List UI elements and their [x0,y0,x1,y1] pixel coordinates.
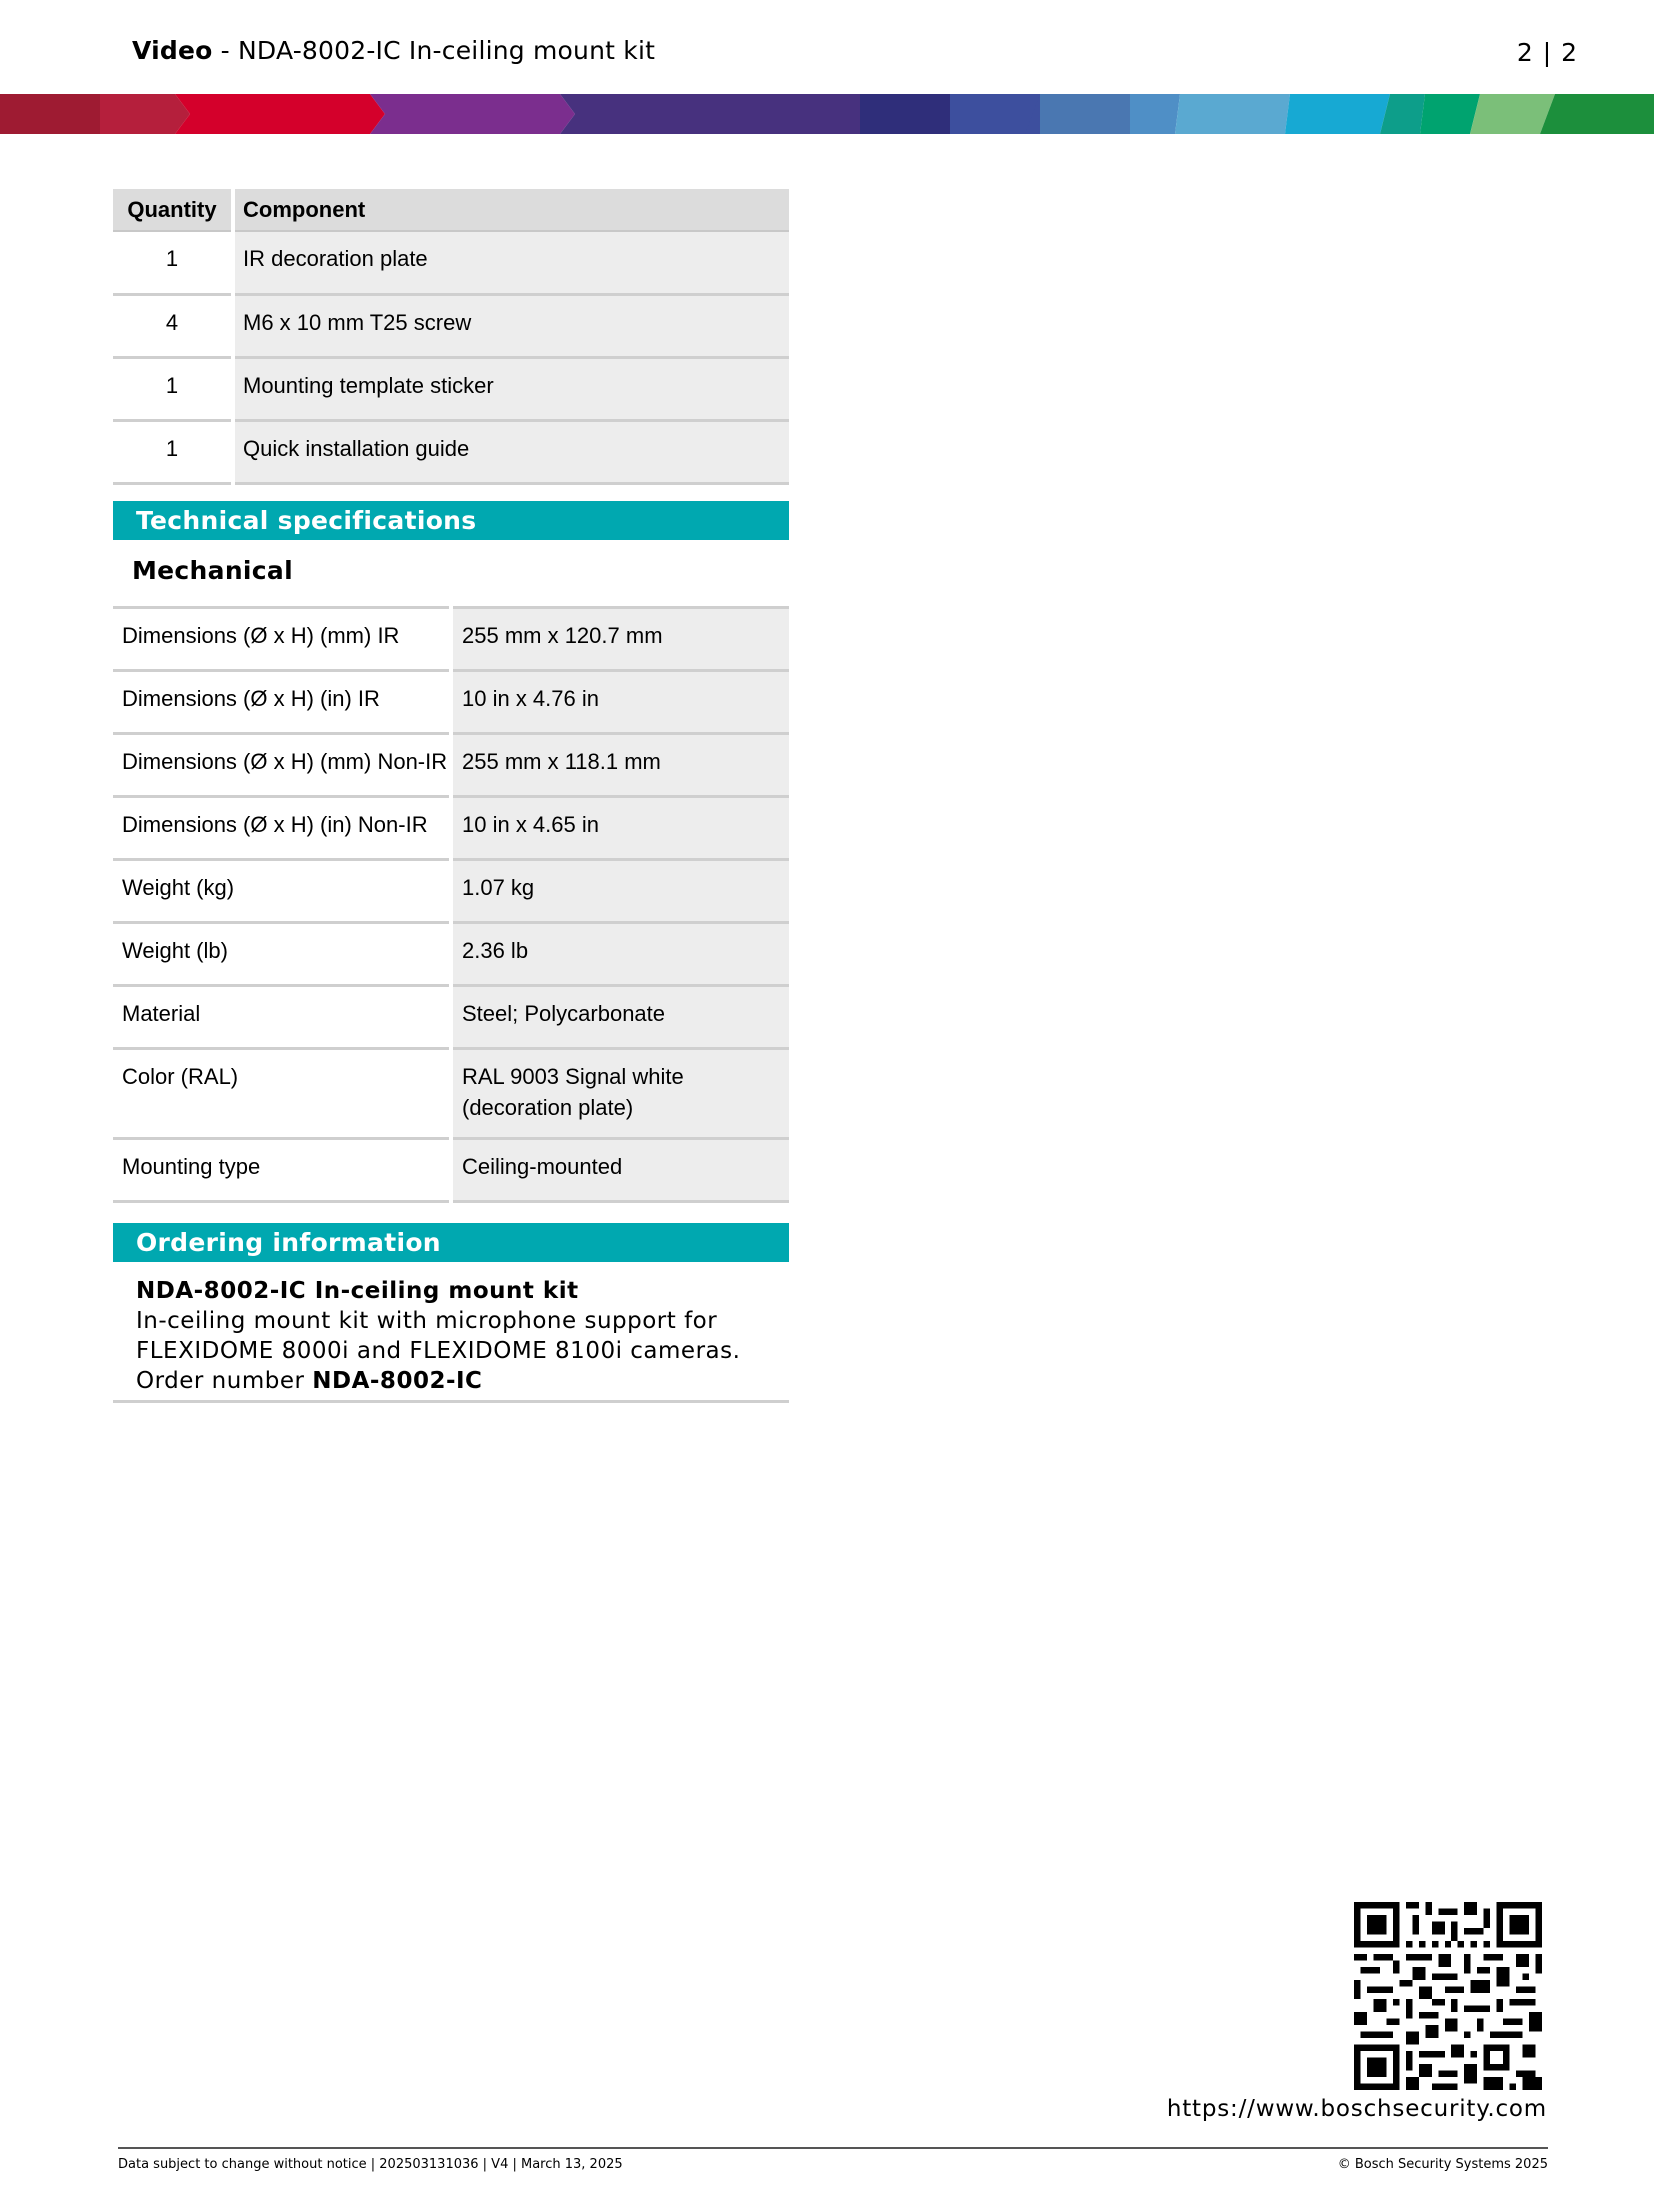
table-row [113,1049,789,1139]
component-cell: IR decoration plate [233,231,789,294]
spec-value: 255 mm x 120.7 mm [451,608,789,671]
footer-copyright: © Bosch Security Systems 2025 [1337,2157,1548,2172]
spec-value: Ceiling-mounted [451,1139,789,1202]
spec-value: Steel; Polycarbonate [451,986,789,1049]
footer-divider [118,2147,1548,2149]
table-row [113,797,789,860]
spec-label: Mounting type [113,1139,451,1202]
spec-value: 10 in x 4.76 in [451,671,789,734]
ordering-info-heading: Ordering information [113,1223,789,1262]
table-row [113,1139,789,1202]
column-header-quantity: Quantity [113,189,233,231]
spec-label: Dimensions (Ø x H) (mm) IR [113,608,451,671]
quantity-cell: 1 [113,357,233,420]
table-row [113,671,789,734]
table-row [113,608,789,671]
ordering-info-block [113,1276,789,1403]
quantity-cell: 1 [113,231,233,294]
components-header-row [113,189,789,231]
document-header [132,36,655,65]
header-separator: - [212,36,239,65]
footer-notice: Data subject to change without notice | 202503131036 | V4 | March 13, 2025 [118,2157,623,2172]
qr-code-icon [1354,1902,1542,2090]
table-row [113,294,789,357]
table-row [113,923,789,986]
quantity-cell: 1 [113,420,233,483]
spec-label: Dimensions (Ø x H) (mm) Non-IR [113,734,451,797]
website-link[interactable]: https://www.boschsecurity.com [1166,2096,1547,2122]
spec-value: 1.07 kg [451,860,789,923]
spec-label: Weight (lb) [113,923,451,986]
order-number-line [136,1366,789,1396]
spec-label: Weight (kg) [113,860,451,923]
spec-value: 2.36 lb [451,923,789,986]
table-row [113,986,789,1049]
table-row [113,734,789,797]
product-title: NDA-8002-IC In-ceiling mount kit [136,1278,579,1304]
order-number-label: Order number [136,1368,313,1394]
component-cell: Mounting template sticker [233,357,789,420]
product-description-line: In-ceiling mount kit with microphone support for [136,1308,718,1334]
header-category: Video [132,36,213,65]
table-row [113,357,789,420]
table-row [113,231,789,294]
brand-color-band [0,94,1654,134]
table-row [113,860,789,923]
table-row [113,420,789,483]
components-table [113,189,789,485]
spec-label: Dimensions (Ø x H) (in) IR [113,671,451,734]
order-number-value: NDA-8002-IC [312,1368,483,1394]
mechanical-subheading: Mechanical [132,556,293,585]
page-number: 2 | 2 [1516,38,1578,67]
spec-value: 255 mm x 118.1 mm [451,734,789,797]
mechanical-specs-table [113,606,789,1203]
quantity-cell: 4 [113,294,233,357]
spec-value: RAL 9003 Signal white (decoration plate) [451,1049,789,1139]
tech-specs-heading: Technical specifications [113,501,789,540]
spec-label: Material [113,986,451,1049]
header-title: NDA-8002-IC In-ceiling mount kit [238,36,656,65]
component-cell: M6 x 10 mm T25 screw [233,294,789,357]
column-header-component: Component [233,189,789,231]
spec-label: Dimensions (Ø x H) (in) Non-IR [113,797,451,860]
spec-value: 10 in x 4.65 in [451,797,789,860]
product-description-line: FLEXIDOME 8000i and FLEXIDOME 8100i cameras. [136,1338,741,1364]
spec-label: Color (RAL) [113,1049,451,1139]
component-cell: Quick installation guide [233,420,789,483]
